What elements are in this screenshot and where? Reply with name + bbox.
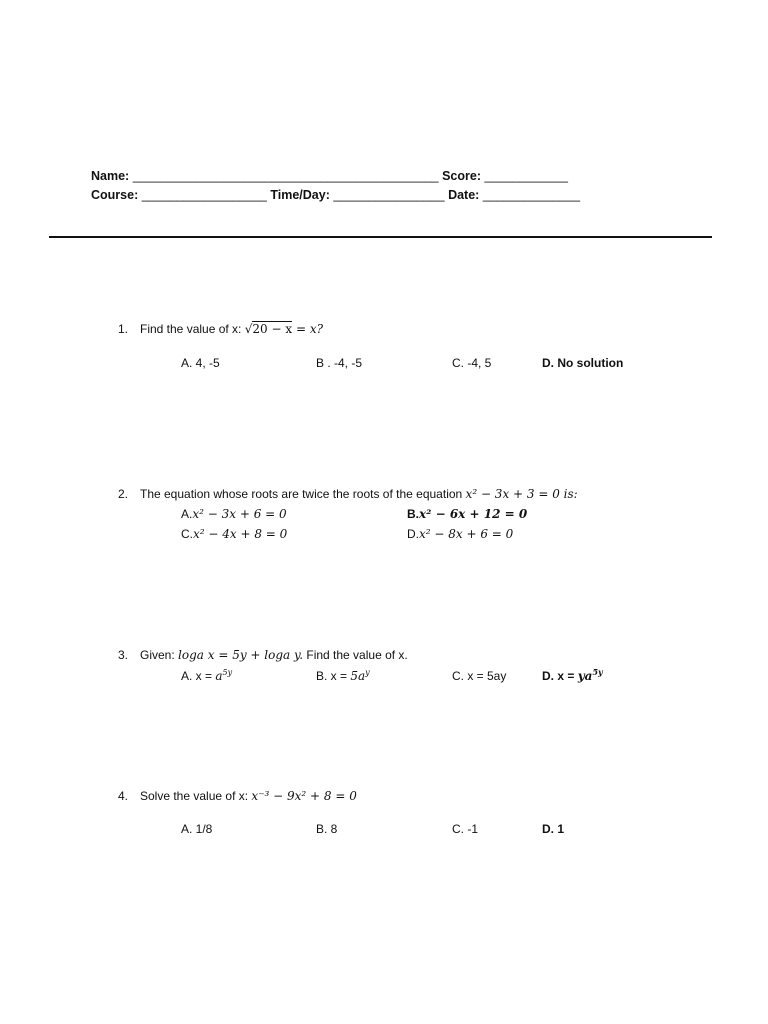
header-divider (49, 236, 712, 238)
option-letter: A. (181, 507, 193, 521)
option-b[interactable]: B . -4, -5 (316, 356, 363, 370)
option-d[interactable] (407, 527, 513, 541)
option-d[interactable]: D. No solution (542, 356, 624, 370)
course-field[interactable]: __________________ (141, 188, 267, 202)
option-b[interactable] (407, 507, 527, 521)
option-letter: D. x = (542, 669, 575, 683)
radicand: 20 − x (252, 322, 293, 336)
score-label: Score: (442, 169, 481, 183)
name-field[interactable]: ____________________________________________ (132, 169, 439, 183)
option-a[interactable]: A. 4, -5 (181, 356, 220, 370)
question-number: 3. (118, 648, 129, 662)
option-c[interactable]: C. -1 (452, 822, 479, 836)
option-expr: x² − 8x + 6 = 0 (419, 527, 514, 541)
date-field[interactable]: ______________ (482, 188, 581, 202)
name-label: Name: (91, 169, 130, 183)
question-math: x⁻³ − 9x² + 8 = 0 (251, 789, 357, 803)
option-a[interactable] (181, 669, 232, 683)
question-text (140, 322, 323, 336)
name-row (91, 169, 568, 183)
question-number: 4. (118, 789, 129, 803)
question-text (140, 487, 578, 501)
option-b[interactable] (316, 669, 370, 683)
question-math: x² − 3x + 3 = 0 is: (465, 487, 578, 501)
expr-base: ya (577, 669, 593, 683)
option-expr (215, 669, 232, 683)
option-a[interactable] (181, 507, 287, 521)
expr-exponent: 5y (222, 668, 233, 677)
math-suffix: = x? (295, 322, 324, 336)
question-prompt: The equation whose roots are twice the roots of the equation (140, 487, 463, 501)
option-letter: D. (407, 527, 419, 541)
course-label: Course: (91, 188, 139, 202)
question-text (140, 789, 357, 803)
option-letter: C. x = 5ay (452, 669, 507, 683)
option-c[interactable] (452, 669, 506, 683)
question-number: 2. (118, 487, 129, 501)
question-number: 1. (118, 322, 129, 336)
timeday-field[interactable]: ________________ (333, 188, 445, 202)
question-text (140, 648, 408, 662)
option-d[interactable] (542, 669, 603, 683)
score-field[interactable]: ____________ (484, 169, 568, 183)
option-d[interactable]: D. 1 (542, 822, 565, 836)
option-letter: C. (181, 527, 193, 541)
option-a[interactable]: A. 1/8 (181, 822, 213, 836)
timeday-label: Time/Day: (270, 188, 330, 202)
option-expr: x² − 3x + 6 = 0 (192, 507, 287, 521)
option-expr (578, 669, 603, 683)
option-b[interactable]: B. 8 (316, 822, 338, 836)
question-prompt: Find the value of x: (140, 322, 242, 336)
expr-base: 5a (350, 669, 366, 683)
question-prompt: Solve the value of x: (140, 789, 249, 803)
date-label: Date: (448, 188, 480, 202)
question-prompt: Given: (140, 648, 175, 662)
option-expr: x² − 6x + 12 = 0 (419, 507, 528, 521)
expr-exponent: y (365, 668, 370, 677)
option-letter: B. (407, 507, 419, 521)
question-prompt-suffix: Find the value of x. (306, 648, 408, 662)
sqrt-symbol: √ (244, 322, 253, 336)
option-c[interactable] (181, 527, 287, 541)
question-math: loga x = 5y + loga y. (178, 648, 304, 662)
option-expr (350, 669, 369, 683)
question-math (245, 321, 323, 336)
option-letter: A. x = (181, 669, 213, 683)
expr-base: a (215, 669, 223, 683)
course-row (91, 188, 580, 202)
option-letter: B. x = (316, 669, 348, 683)
option-c[interactable]: C. -4, 5 (452, 356, 492, 370)
expr-exponent: 5y (592, 667, 603, 677)
option-expr: x² − 4x + 8 = 0 (193, 527, 288, 541)
